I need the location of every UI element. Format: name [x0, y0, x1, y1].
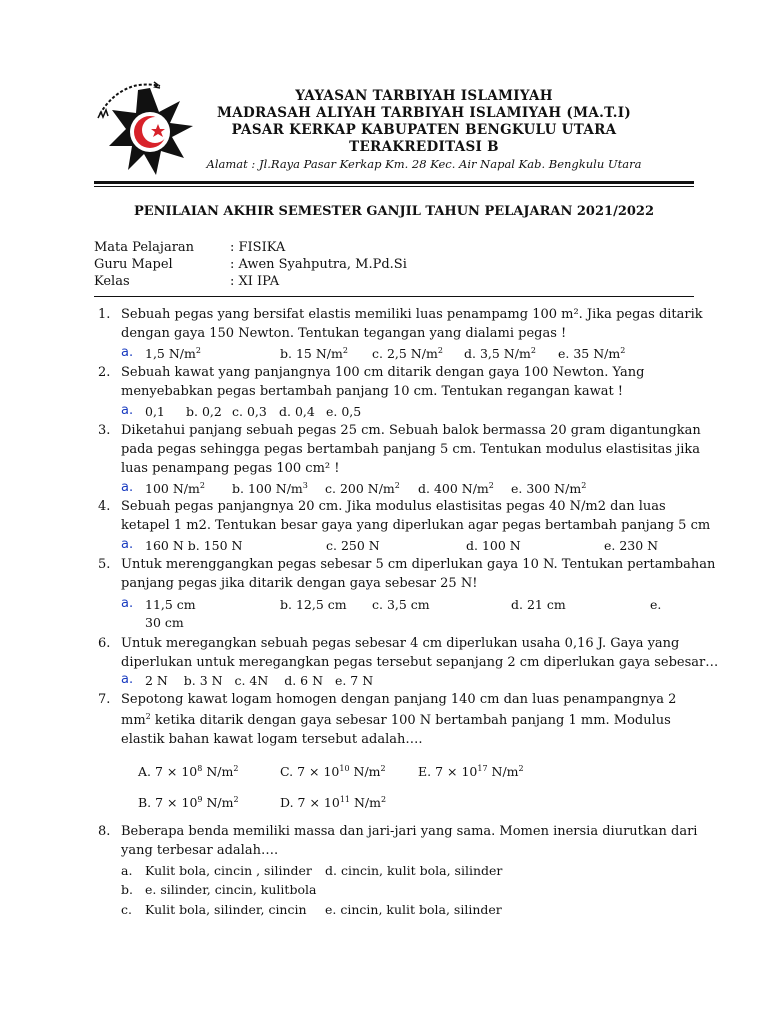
q2-option-c: c. 0,3 [232, 404, 267, 419]
q3-option-e: e. 300 $N/m^2$ [511, 481, 587, 496]
exam-title: PENILAIAN AKHIR SEMESTER GANJIL TAHUN PELAJARAN 2021/2022 [133, 204, 655, 219]
meta-divider [94, 296, 694, 297]
q6-option-a-letter: a. [121, 672, 134, 687]
q8-option-b-letter: b. [121, 882, 133, 897]
q1-number: 1. [98, 307, 111, 322]
header-divider-thick [94, 181, 694, 184]
q3-option-c: c. 200 $N/m^2$ [325, 481, 400, 496]
q4-option-ab: 160 N b. 150 N [145, 538, 243, 553]
school-logo [94, 76, 204, 176]
q7-option-d: D. $7 \times 10^{11}$ $N/m^2$ [280, 795, 387, 810]
subject-label: Mata Pelajaran [94, 240, 195, 255]
q8-option-b: e. silinder, cincin, kulitbola [145, 882, 317, 897]
q1-option-e: e. 35 $N/m^2$ [558, 346, 626, 361]
teacher-value: : Awen Syahputra, M.Pd.Si [230, 257, 407, 272]
header-divider-thin [94, 186, 694, 187]
q3-line3: luas penampang pegas 100 cm² ! [121, 461, 340, 476]
school-name: MADRASAH ALIYAH TARBIYAH ISLAMIYAH (MA.T.I) [216, 105, 632, 121]
q1-line1: Sebuah pegas yang bersifat elastis memiliki luas penampamg 100 m². Jika pegas ditarik [121, 307, 703, 322]
q8-option-e: e. cincin, kulit bola, silinder [325, 902, 502, 917]
q2-option-e: e. 0,5 [326, 404, 362, 419]
q8-option-c: Kulit bola, silinder, cincin [145, 902, 307, 917]
q7-option-e: E. $7 \times 10^{17}$ $N/m^2$ [418, 764, 524, 779]
q2-line2: menyebabkan pegas bertambah panjang 10 cm. Tentukan regangan kawat ! [121, 384, 624, 399]
q4-number: 4. [98, 499, 111, 514]
q1-option-b: b. 15 $N/m^2$ [280, 346, 348, 361]
school-address: Alamat : Jl.Raya Pasar Kerkap Km. 28 Kec. Air Napal Kab. Bengkulu Utara [206, 157, 642, 171]
q4-line2: ketapel 1 m2. Tentukan besar gaya yang diperlukan agar pegas bertambah panjang 5 cm [121, 518, 711, 533]
q8-option-a: Kulit bola, cincin , silinder [145, 863, 312, 878]
accreditation: TERAKREDITASI B [349, 139, 499, 155]
school-location: PASAR KERKAP KABUPATEN BENGKULU UTARA [231, 122, 617, 138]
class-label: Kelas [94, 274, 130, 289]
q2-line1: Sebuah kawat yang panjangnya 100 cm ditarik dengan gaya 100 Newton. Yang [121, 365, 645, 380]
q5-option-a-letter: a. [121, 596, 134, 611]
q7-option-b: B. $7 \times 10^9$ $N/m^2$ [138, 795, 239, 810]
q7-number: 7. [98, 692, 111, 707]
foundation-name: YAYASAN TARBIYAH ISLAMIYAH [295, 88, 553, 104]
q8-option-c-letter: c. [121, 902, 132, 917]
q2-option-b: b. 0,2 [186, 404, 222, 419]
q5-option-e: 30 cm [145, 615, 184, 630]
q5-line2: panjang pegas jika ditarik dengan gaya sebesar 25 N! [121, 576, 478, 591]
q6-options: 2 N b. 3 N c. 4N d. 6 N e. 7 N [145, 673, 374, 688]
q7-line1: Sepotong kawat logam homogen dengan panjang 140 cm dan luas penampangnya 2 [121, 692, 677, 707]
q7-line3: elastik bahan kawat logam tersebut adalah…. [121, 732, 423, 747]
q2-number: 2. [98, 365, 111, 380]
q2-option-d: d. 0,4 [279, 404, 315, 419]
q2-option-a: 0,1 [145, 404, 165, 419]
q3-option-a-letter: a. [121, 480, 134, 495]
q2-option-a-letter: a. [121, 403, 134, 418]
q6-line1: Untuk meregangkan sebuah pegas sebesar 4 cm diperlukan usaha 0,16 J. Gaya yang [121, 636, 680, 651]
q8-option-d: d. cincin, kulit bola, silinder [325, 863, 503, 878]
q3-number: 3. [98, 423, 111, 438]
q4-line1: Sebuah pegas panjangnya 20 cm. Jika modulus elastisitas pegas 40 N/m2 dan luas [121, 499, 666, 514]
q7-option-a: A. $7 \times 10^8$ $N/m^2$ [138, 764, 239, 779]
q4-option-d: d. 100 N [466, 538, 521, 553]
q1-option-c: c. 2,5 $N/m^2$ [372, 346, 443, 361]
q1-line2: dengan gaya 150 Newton. Tentukan tegangan yang dialami pegas ! [121, 326, 567, 341]
q6-line2: diperlukan untuk meregangkan pegas tersebut sepanjang 2 cm diperlukan gaya sebesar… [121, 655, 719, 670]
q3-option-d: d. 400 $N/m^2$ [418, 481, 494, 496]
q1-option-a: 1,5 $N/m^2$ [145, 346, 201, 361]
q3-option-a: 100 $N/m^2$ [145, 481, 205, 496]
q5-option-b: b. 12,5 cm [280, 597, 347, 612]
q4-option-a-letter: a. [121, 537, 134, 552]
teacher-label: Guru Mapel [94, 257, 173, 272]
q5-line1: Untuk merenggangkan pegas sebesar 5 cm diperlukan gaya 10 N. Tentukan pertambahan [121, 557, 716, 572]
q6-number: 6. [98, 636, 111, 651]
q5-number: 5. [98, 557, 111, 572]
class-value: : XI IPA [230, 274, 280, 289]
q5-option-d: d. 21 cm [511, 597, 566, 612]
q1-option-d: d. 3,5 $N/m^2$ [464, 346, 536, 361]
subject-value: : FISIKA [230, 240, 286, 255]
q1-option-a-letter: a. [121, 345, 134, 360]
q3-option-b: b. 100 $N/m^3$ [232, 481, 308, 496]
q8-line2: yang terbesar adalah…. [121, 843, 279, 858]
q3-line1: Diketahui panjang sebuah pegas 25 cm. Sebuah balok bermassa 20 gram digantungkan [121, 423, 701, 438]
q7-option-c: C. $7 \times 10^{10}$ $N/m^2$ [280, 764, 386, 779]
q5-option-c: c. 3,5 cm [372, 597, 430, 612]
q3-line2: pada pegas sehingga pegas bertambah panjang 5 cm. Tentukan modulus elastisitas jika [121, 442, 701, 457]
q5-option-e-letter: e. [650, 597, 662, 612]
q5-option-a: 11,5 cm [145, 597, 196, 612]
q7-line2: $mm^2$ ketika ditarik dengan gaya sebesar 100 N bertambah panjang 1 mm. Modulus [121, 712, 671, 728]
q8-option-a-letter: a. [121, 863, 133, 878]
q4-option-c: c. 250 N [326, 538, 380, 553]
q8-number: 8. [98, 824, 111, 839]
q8-line1: Beberapa benda memiliki massa dan jari-jari yang sama. Momen inersia diurutkan dari [121, 824, 698, 839]
q4-option-e: e. 230 N [604, 538, 659, 553]
